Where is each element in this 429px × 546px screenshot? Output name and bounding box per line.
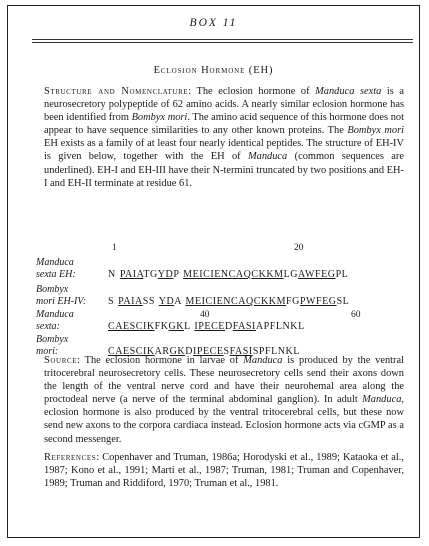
sequence-segment: PAIA: [119, 269, 144, 280]
species-name: Bombyx mori: [347, 125, 404, 137]
sequence-label: Bombyx: [36, 334, 69, 345]
sequence-label: mori EH-IV:: [36, 296, 87, 307]
sequence-segment: APFLNKL: [255, 321, 305, 332]
sequence-segment: L: [184, 321, 195, 332]
sequence-segment: PAIA: [118, 296, 143, 307]
paragraph-text: is produced by the ventral tritocerebral neurosecretory cells. These neurosecretory cells send their axons down the length of the ventral nerve cord and have their neurohemal area along the proctodeal nerve (a nerve of the terminal abdominal ganglion). In adult: [44, 355, 404, 406]
residue-number: 1: [112, 243, 117, 253]
sequence-label: sexta:: [36, 321, 60, 332]
sequence-segment: CAESCIK: [108, 321, 155, 332]
references-paragraph: [44, 451, 404, 490]
structure-paragraph: [44, 85, 404, 190]
paragraph-text: : The eclosion hormone of: [188, 86, 316, 97]
sequence-segment: PWFEG: [299, 296, 337, 307]
sequence-segment: AR: [154, 346, 170, 357]
sequence-segment: GK: [169, 346, 186, 357]
source-paragraph: [44, 354, 404, 446]
species-name: Manduca: [243, 355, 283, 366]
sequence-segment: S: [108, 296, 119, 307]
title-rule-top: [32, 39, 413, 40]
section-heading: Eclosion Hormone (EH): [153, 65, 274, 76]
residue-number: 60: [351, 310, 361, 320]
sequence-segment: S: [223, 346, 230, 357]
sequence-segment: D: [224, 321, 233, 332]
sequence-label: Bombyx: [36, 284, 69, 295]
sequence-segment: IPECE: [194, 321, 225, 332]
residue-number: 20: [294, 243, 304, 253]
sequence-segment: LG: [283, 269, 299, 280]
sequence-segment: YD: [157, 269, 174, 280]
sequence-segment: SPFLNKL: [252, 346, 300, 357]
paragraph-text: EH exists as a family of at least four nearly identical peptides. The structure of EH-IV is given below, together with the EH of: [44, 138, 404, 163]
sequence-segment: D: [185, 346, 193, 357]
paragraph-text: : Copenhaver and Truman, 1986a; Horodyski et al., 1989; Kataoka et al., 1987; Kono et al., 1991; Marti et al., 1987; Truman, 1981; Truman and Copenhaver, 1989; Truman and Riddiford, 1970; Truman et al., 1981.: [44, 452, 404, 490]
sequence-label: mori:: [36, 346, 59, 357]
box-title: BOX 11: [189, 17, 238, 29]
paragraph-text: is a neurosecretory polypeptide of 62 amino acids. A nearly similar eclosion hormone has been identified from: [44, 86, 404, 124]
sequence-segment: MEICIENCAQCKKM: [185, 296, 287, 307]
species-name: Manduca: [362, 394, 402, 406]
sequence-segment: PL: [335, 269, 349, 280]
sequence-segment: FG: [286, 296, 300, 307]
sequence-segment: SS: [142, 296, 159, 307]
sequence-label: Manduca: [36, 309, 74, 320]
sequence-manduca-2: [108, 321, 305, 332]
box-frame: [7, 5, 420, 538]
paragraph-text: (common sequences are underlined). EH-I and EH-III have their N-termini truncated by two positions and EH-I and EH-II terminate at residue 61.: [44, 151, 404, 189]
sequence-segment: FASI: [229, 346, 253, 357]
sequence-segment: A: [174, 296, 186, 307]
sequence-segment: TG: [143, 269, 158, 280]
residue-number: 40: [200, 310, 210, 320]
sequence-segment: N: [108, 269, 120, 280]
sequence-segment: CAESCIK: [108, 346, 155, 357]
species-name: Manduca: [248, 151, 288, 163]
sequence-segment: YD: [158, 296, 175, 307]
title-rule-bottom: [32, 42, 413, 43]
species-name: Manduca sexta: [315, 86, 382, 97]
sequence-segment: FK: [154, 321, 169, 332]
paragraph-text: , eclosion hormone is also produced by the ventral tritocerebral cells, but these now send new axons to the corpora cardiaca instead. Eclosion hormone acts via cGMP as a second messenger.: [44, 394, 404, 445]
sequence-bombyx-1: [108, 296, 349, 307]
species-name: Bombyx mori: [131, 112, 188, 124]
sequence-segment: SL: [336, 296, 350, 307]
sequence-manduca-1: [108, 269, 348, 280]
paragraph-lead: Source: [44, 355, 78, 366]
paragraph-text: . The amino acid sequence of this hormone does not appear to have sequence similarities to any other known proteins. The: [44, 112, 404, 137]
paragraph-lead: References: [44, 452, 97, 463]
sequence-segment: P: [173, 269, 184, 280]
sequence-segment: MEICIENCAQCKKM: [183, 269, 284, 280]
paragraph-text: : The eclosion hormone in larvae of: [77, 355, 244, 366]
sequence-label: sexta EH:: [36, 269, 76, 280]
sequence-segment: FASI: [232, 321, 256, 332]
sequence-segment: IPECE: [192, 346, 224, 357]
sequence-segment: AWFEG: [298, 269, 336, 280]
paragraph-lead: Structure and Nomenclature: [44, 86, 189, 97]
sequence-segment: GK: [168, 321, 185, 332]
sequence-label: Manduca: [36, 257, 74, 268]
